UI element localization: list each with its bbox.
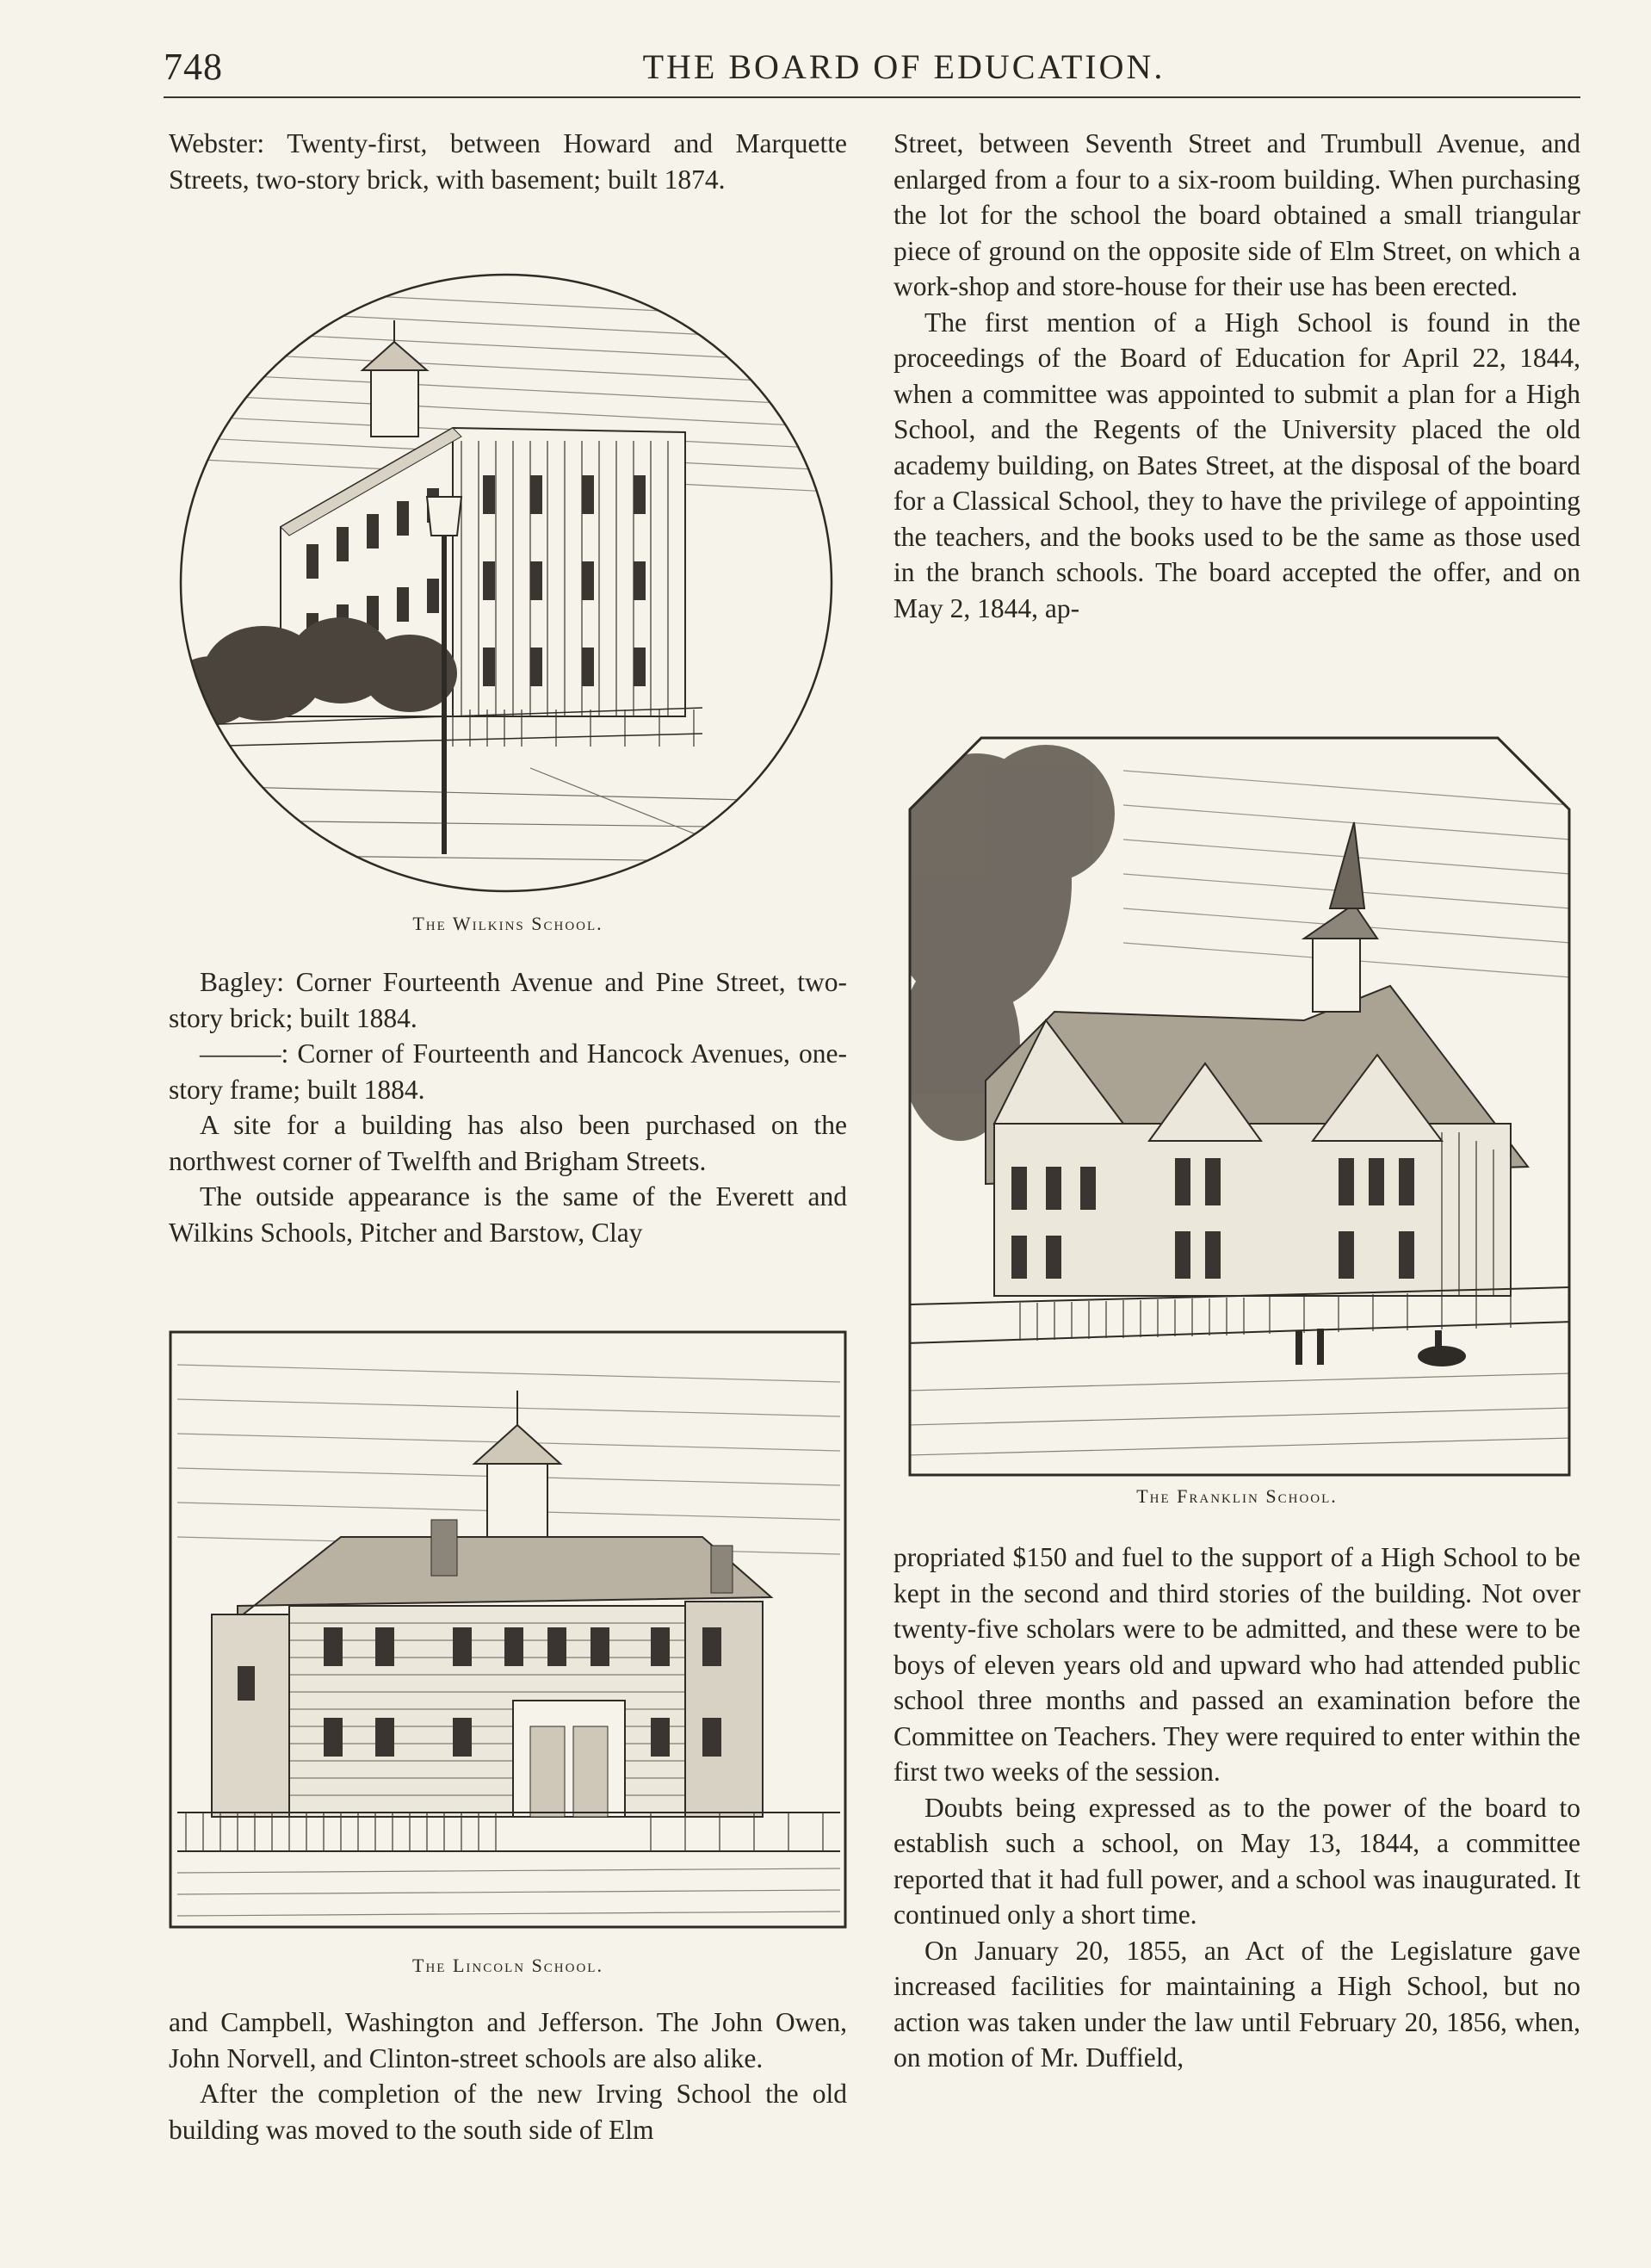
paragraph: Bagley: Corner Fourteenth Avenue and Pine Street, two-story brick; built 1884. <box>169 967 847 1033</box>
paragraph: Doubts being expressed as to the power of the board to establish such a school, on May 13, 1844, a committee reported that it had full power, and a school was inaugurated. It continued only a short time. <box>894 1792 1580 1930</box>
paragraph: ———: Corner of Fourteenth and Hancock Avenues, one-story frame; built 1884. <box>169 1038 847 1105</box>
paragraph: The outside appearance is the same of the Everett and Wilkins Schools, Pitcher and Barstow, Clay <box>169 1181 847 1248</box>
paragraph: propriated $150 and fuel to the support of a High School to be kept in the second and third stories of the building. Not over twenty-five scholars were to be admitted, and these were to be boys of eleven years old and upward who had attended public school three months and passed an examination before the Committee on Teachers. They were required to enter within the first two weeks of the session. <box>894 1542 1580 1787</box>
wilkins-school-illustration <box>169 269 847 902</box>
paragraph: On January 20, 1855, an Act of the Legislature gave increased facilities for maintaining a High School, but no action was taken under the law until February 20, 1856, when, on motion of Mr. Duffield, <box>894 1935 1580 2073</box>
running-title: THE BOARD OF EDUCATION. <box>642 47 1166 86</box>
page-number: 748 <box>164 46 223 88</box>
right-text-block-1 <box>894 126 1580 626</box>
paragraph: A site for a building has also been purchased on the northwest corner of Twelfth and Brigham Streets. <box>169 1110 847 1176</box>
paragraph: After the completion of the new Irving School the old building was moved to the south side of Elm <box>169 2079 847 2145</box>
franklin-school-illustration <box>908 736 1571 1477</box>
paragraph: and Campbell, Washington and Jefferson. The John Owen, John Norvell, and Clinton-street schools are also alike. <box>169 2007 847 2073</box>
caption-lincoln: The Lincoln School. <box>412 1955 603 1976</box>
lincoln-school-illustration <box>169 1330 847 1929</box>
caption-franklin: The Franklin School. <box>1136 1485 1338 1507</box>
left-text-block-1 <box>169 126 847 197</box>
paragraph: Webster: Twenty-first, between Howard and Marquette Streets, two-story brick, with basement; built 1874. <box>169 128 847 195</box>
right-text-block-2 <box>894 1540 1580 2076</box>
caption-wilkins: The Wilkins School. <box>412 913 603 934</box>
left-text-block-3 <box>169 2005 847 2147</box>
left-text-block-2 <box>169 964 847 1250</box>
paragraph: Street, between Seventh Street and Trumbull Avenue, and enlarged from a four to a six-room building. When purchasing the lot for the school the board obtained a small triangular piece of ground on the opposite side of Elm Street, on which a work-shop and store-house for their use has been erected. <box>894 128 1580 301</box>
paragraph: The first mention of a High School is found in the proceedings of the Board of Education for April 22, 1844, when a committee was appointed to submit a plan for a High School, and the Regents of the University placed the old academy building, on Bates Street, at the disposal of the board for a Classical School, they to have the privilege of appointing the teachers, and the books used to be the same as those used in the branch schools. The board accepted the offer, and on May 2, 1844, ap- <box>894 307 1580 623</box>
header-rule <box>164 96 1580 98</box>
